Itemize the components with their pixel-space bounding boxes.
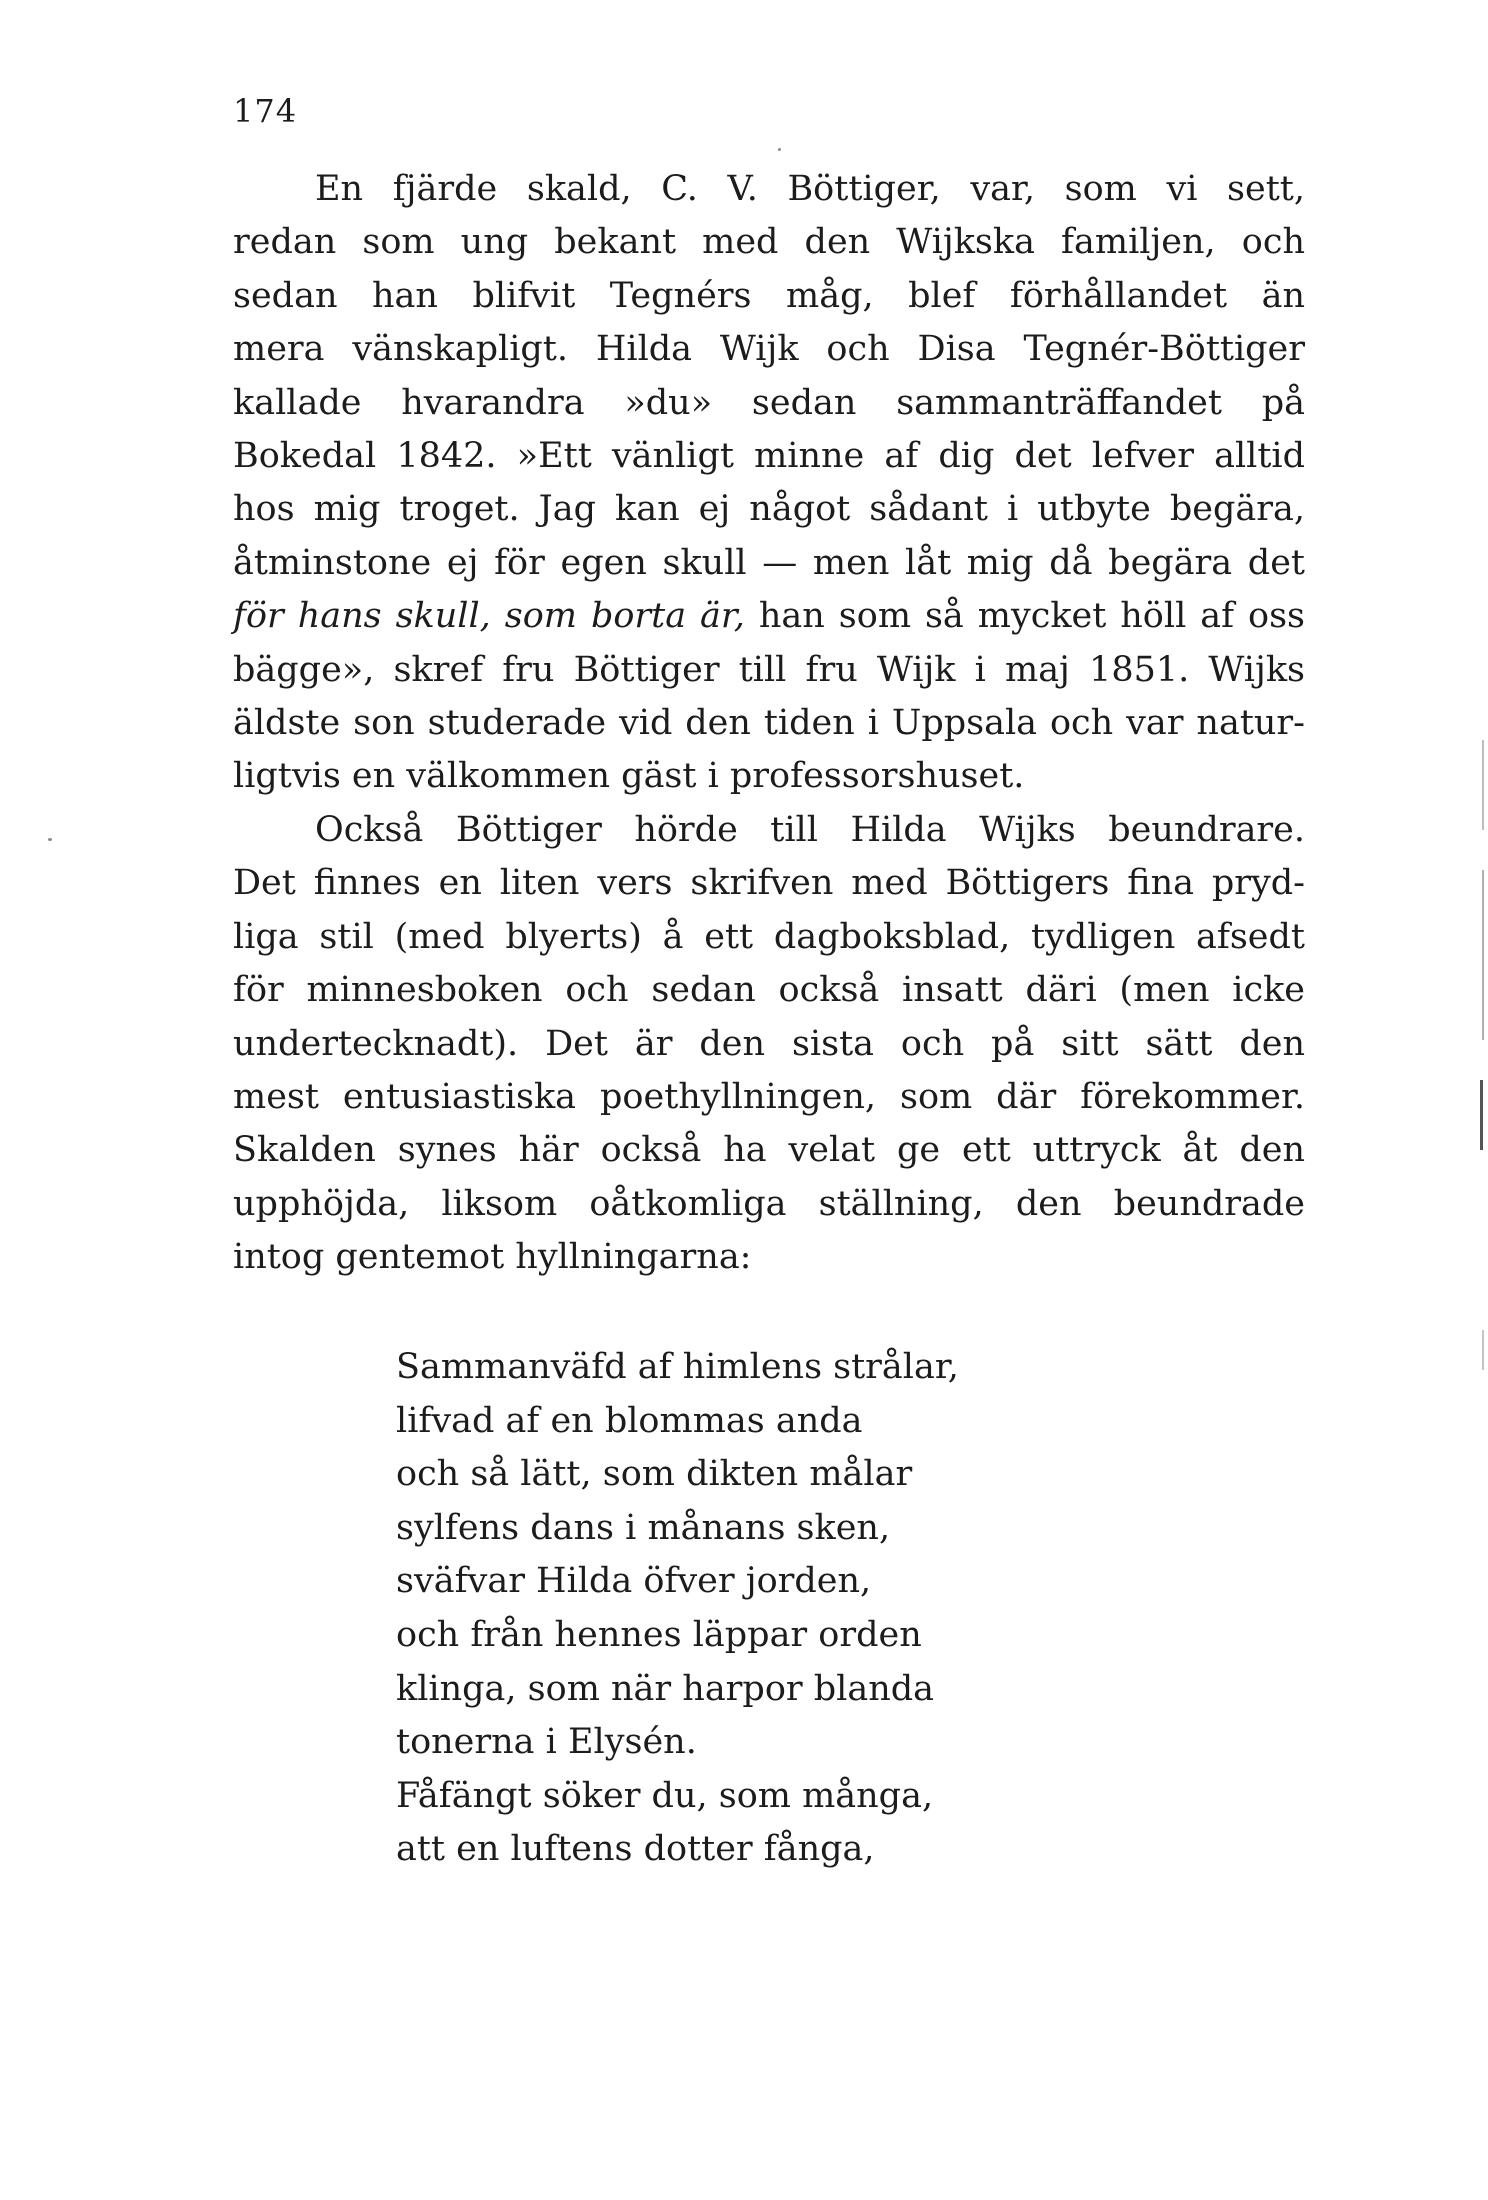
text-line-with-italic (233, 590, 1305, 643)
text-line: Det finnes en liten vers skrifven med Böttigers fina pryd- (233, 863, 1305, 904)
text-line: intog gentemot hyllningarna: (233, 1237, 752, 1278)
paragraph-1 (233, 163, 1305, 804)
scan-speck (778, 148, 781, 151)
text-line: mest entusiastiska poethyllningen, som där förekommer. (233, 1076, 1305, 1117)
text-line: ligtvis en välkommen gäst i professorshuset. (233, 756, 1025, 797)
poem-line: och från hennes läppar orden (396, 1614, 922, 1655)
scan-edge-mark (1482, 870, 1484, 1040)
poem-line: sväfvar Hilda öfver jorden, (396, 1561, 872, 1602)
italic-quote: för hans skull, som borta är, (233, 596, 745, 637)
poem-line: sylfens dans i månans sken, (396, 1507, 891, 1548)
poem-line: Fåfängt söker du, som många, (396, 1775, 934, 1816)
text-line: redan som ung bekant med den Wijkska familjen, och (233, 222, 1305, 263)
text-line: för minnesboken och sedan också insatt däri (men icke (233, 970, 1305, 1011)
text-line: bägge», skref fru Böttiger till fru Wijk i maj 1851. Wijks (233, 649, 1305, 690)
poem-stanza (396, 1341, 959, 1877)
poem-line: och så lätt, som dikten målar (396, 1454, 913, 1495)
page-number: 174 (233, 92, 298, 130)
text-line: upphöjda, liksom oåtkomliga ställning, den beundrade (233, 1183, 1305, 1224)
text-line: undertecknadt). Det är den sista och på sitt sätt den (233, 1023, 1305, 1064)
text-line: äldste son studerade vid den tiden i Uppsala och var natur- (233, 703, 1305, 744)
text-line: åtminstone ej för egen skull — men låt mig då begära det (233, 542, 1305, 583)
poem-line: Sammanväfd af himlens strålar, (396, 1347, 959, 1387)
text-line: Bokedal 1842. »Ett vänligt minne af dig det lefver alltid (233, 436, 1305, 477)
text-line: kallade hvarandra »du» sedan sammanträffandet på (233, 382, 1305, 423)
poem-line: tonerna i Elysén. (396, 1722, 697, 1763)
scan-edge-mark (1482, 740, 1484, 830)
poem-line: klinga, som när harpor blanda (396, 1668, 935, 1709)
poem-line: lifvad af en blommas anda (396, 1400, 863, 1441)
text-line: hos mig troget. Jag kan ej något sådant i utbyte begära, (233, 489, 1305, 530)
text-line: Också Böttiger hörde till Hilda Wijks beundrare. (315, 809, 1305, 850)
scan-edge-mark (1480, 1080, 1483, 1150)
text-line: sedan han blifvit Tegnérs måg, blef förhållandet än (233, 275, 1305, 316)
text-line: En fjärde skald, C. V. Böttiger, var, som vi sett, (315, 169, 1305, 209)
scan-speck (48, 838, 52, 841)
prose-body (233, 163, 1305, 1285)
text-line: liga stil (med blyerts) å ett dagboksblad, tydligen afsedt (233, 916, 1305, 957)
poem-line: att en luftens dotter fånga, (396, 1829, 875, 1870)
text-line: mera vänskapligt. Hilda Wijk och Disa Tegnér-Böttiger (233, 329, 1305, 370)
scan-edge-mark (1482, 1330, 1484, 1370)
paragraph-2 (233, 804, 1305, 1285)
text-fragment: han som så mycket höll af oss (744, 596, 1305, 637)
text-line: Skalden synes här också ha velat ge ett uttryck åt den (233, 1130, 1305, 1171)
